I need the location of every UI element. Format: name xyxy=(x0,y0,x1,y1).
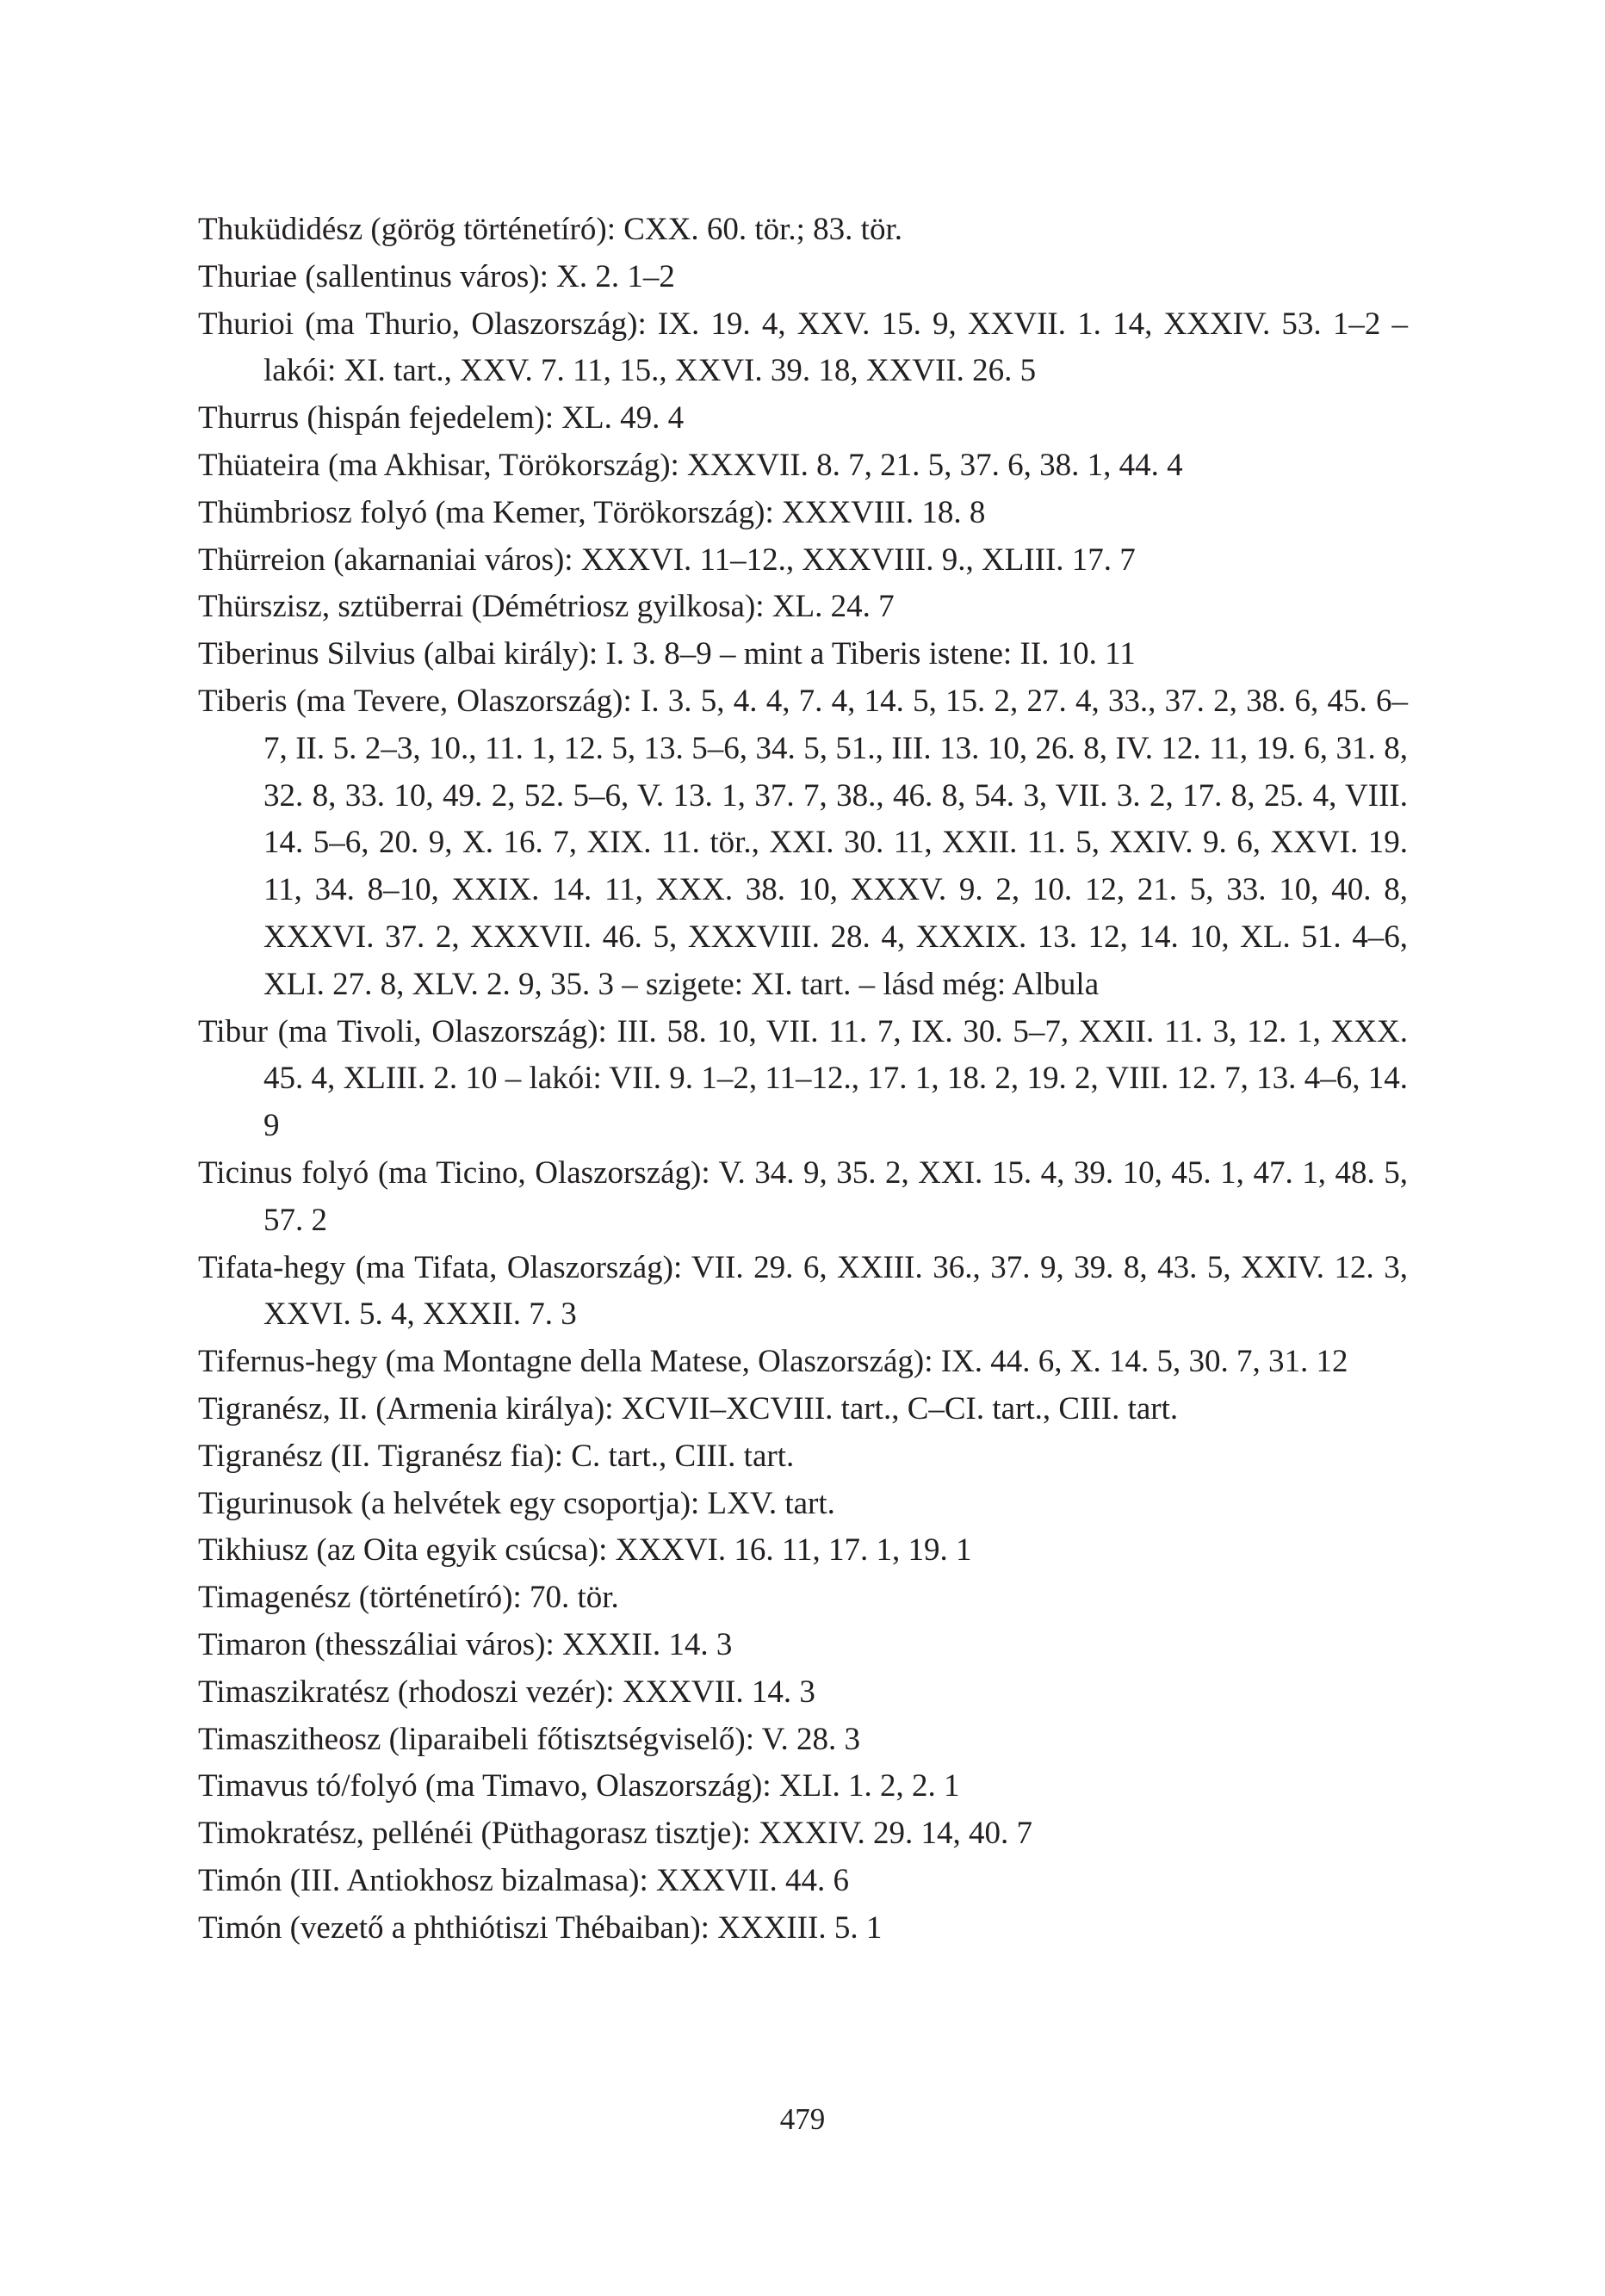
index-entry-thurrus: Thurrus (hispán fejedelem): XL. 49. 4 xyxy=(198,400,685,436)
index-entry-thukudidesz: Thuküdidész (görög történetíró): CXX. 60. tör.; 83. tör. xyxy=(198,212,902,247)
index-entry-tifata-hegy: Tifata-hegy (ma Tifata, Olaszország): VII. 29. 6, XXIII. 36., 37. 9, 39. 8, 43. 5, XXIV. 12. 3, XXVI. 5. 4, XXXII. 7. 3 xyxy=(198,1249,1408,1333)
index-entry-timon-thebai: Timón (vezető a phthiótiszi Thébaiban): XXXIII. 5. 1 xyxy=(198,1909,883,1946)
index-entry-thuateira: Thüateira (ma Akhisar, Törökország): XXXVII. 8. 7, 21. 5, 37. 6, 38. 1, 44. 4 xyxy=(198,447,1183,483)
index-entry-thurszisz: Thürszisz, sztüberrai (Démétriosz gyilkosa): XL. 24. 7 xyxy=(198,589,895,625)
index-entry-tigranesz-ii: Tigranész, II. (Armenia királya): XCVII–XCVIII. tart., C–CI. tart., CIII. tart. xyxy=(198,1390,1179,1426)
index-entry-thurioi: Thurioi (ma Thurio, Olaszország): IX. 19. 4, XXV. 15. 9, XXVII. 1. 14, XXXIV. 53. 1–2 – lakói: XI. tart., XXV. 7. 11, 15., XXVI. 39. 18, XXVII. 26. 5 xyxy=(198,306,1408,389)
index-entry-tifernus-hegy: Tifernus-hegy (ma Montagne della Matese, Olaszország): IX. 44. 6, X. 14. 5, 30. 7, 31. 12 xyxy=(198,1344,1348,1380)
index-entry-tigranesz-fia: Tigranész (II. Tigranész fia): C. tart., CIII. tart. xyxy=(198,1438,795,1474)
index-entry-timokratesz: Timokratész, pellénéi (Püthagorasz tisztje): XXXIV. 29. 14, 40. 7 xyxy=(198,1816,1033,1852)
index-entry-tiberis: Tiberis (ma Tevere, Olaszország): I. 3. 5, 4. 4, 7. 4, 14. 5, 15. 2, 27. 4, 33., 37. 2, 38. 6, 45. 6–7, II. 5. 2–3, 10., 11. 1, 12. 5, 13. 5–6, 34. 5, 51., III. 13. 10, 26. 8, IV. 12. 11, 19. 6, 31. 8, 32. 8, 33. 10, 49. 2, 52. 5–6, V. 13. 1, 37. 7, 38., 46. 8, 54. 3, VII. 3. 2, 17. 8, 25. 4, VIII. 14. 5–6, 20. 9, X. 16. 7, XIX. 11. tör., XXI. 30. 11, XXII. 11. 5, XXIV. 9. 6, XXVI. 19. 11, 34. 8–10, XXIX. 14. 11, XXX. 38. 10, XXXV. 9. 2, 10. 12, 21. 5, 33. 10, 40. 8, XXXVI. 37. 2, XXXVII. 46. 5, XXXVIII. 28. 4, XXXIX. 13. 12, 14. 10, XL. 51. 4–6, XLI. 27. 8, XLV. 2. 9, 35. 3 – szigete: XI. tart. – lásd még: Albula xyxy=(198,683,1408,1002)
index-entry-tigurinusok: Tigurinusok (a helvétek egy csoportja): LXV. tart. xyxy=(198,1485,835,1521)
index-entry-timaszikratesz: Timaszikratész (rhodoszi vezér): XXXVII. 14. 3 xyxy=(198,1674,815,1710)
index-entry-timavus: Timavus tó/folyó (ma Timavo, Olaszország): XLI. 1. 2, 2. 1 xyxy=(198,1768,960,1804)
index-entry-thuriae: Thuriae (sallentinus város): X. 2. 1–2 xyxy=(198,258,675,294)
index-entry-tibur: Tibur (ma Tivoli, Olaszország): III. 58. 10, VII. 11. 7, IX. 30. 5–7, XXII. 11. 3, 12. 1, XXX. 45. 4, XLIII. 2. 10 – lakói: VII. 9. 1–2, 11–12., 17. 1, 18. 2, 19. 2, VIII. 12. 7, 13. 4–6, 14. 9 xyxy=(198,1013,1408,1144)
index-list xyxy=(198,207,1408,1952)
index-entry-timaron: Timaron (thesszáliai város): XXXII. 14. 3 xyxy=(198,1626,733,1662)
index-entry-timon-antiokhosz: Timón (III. Antiokhosz bizalmasa): XXXVII. 44. 6 xyxy=(198,1862,850,1898)
index-entry-tiberinus-silvius: Tiberinus Silvius (albai király): I. 3. 8–9 – mint a Tiberis istene: II. 10. 11 xyxy=(198,636,1136,672)
index-entry-timaszitheosz: Timaszitheosz (liparaibeli főtisztségviselő): V. 28. 3 xyxy=(198,1721,861,1757)
index-entry-ticinus: Ticinus folyó (ma Ticino, Olaszország): V. 34. 9, 35. 2, XXI. 15. 4, 39. 10, 45. 1, 47. 1, 48. 5, 57. 2 xyxy=(198,1154,1408,1238)
index-entry-thumbriosz: Thümbriosz folyó (ma Kemer, Törökország): XXXVIII. 18. 8 xyxy=(198,494,986,530)
index-entry-thurreion: Thürreion (akarnaniai város): XXXVI. 11–12., XXXVIII. 9., XLIII. 17. 7 xyxy=(198,542,1136,578)
index-entry-timagenesz: Timagenész (történetíró): 70. tör. xyxy=(198,1580,619,1616)
page-number: 479 xyxy=(779,2102,826,2136)
index-entry-tikhiusz: Tikhiusz (az Oita egyik csúcsa): XXXVI. 16. 11, 17. 1, 19. 1 xyxy=(198,1532,972,1569)
